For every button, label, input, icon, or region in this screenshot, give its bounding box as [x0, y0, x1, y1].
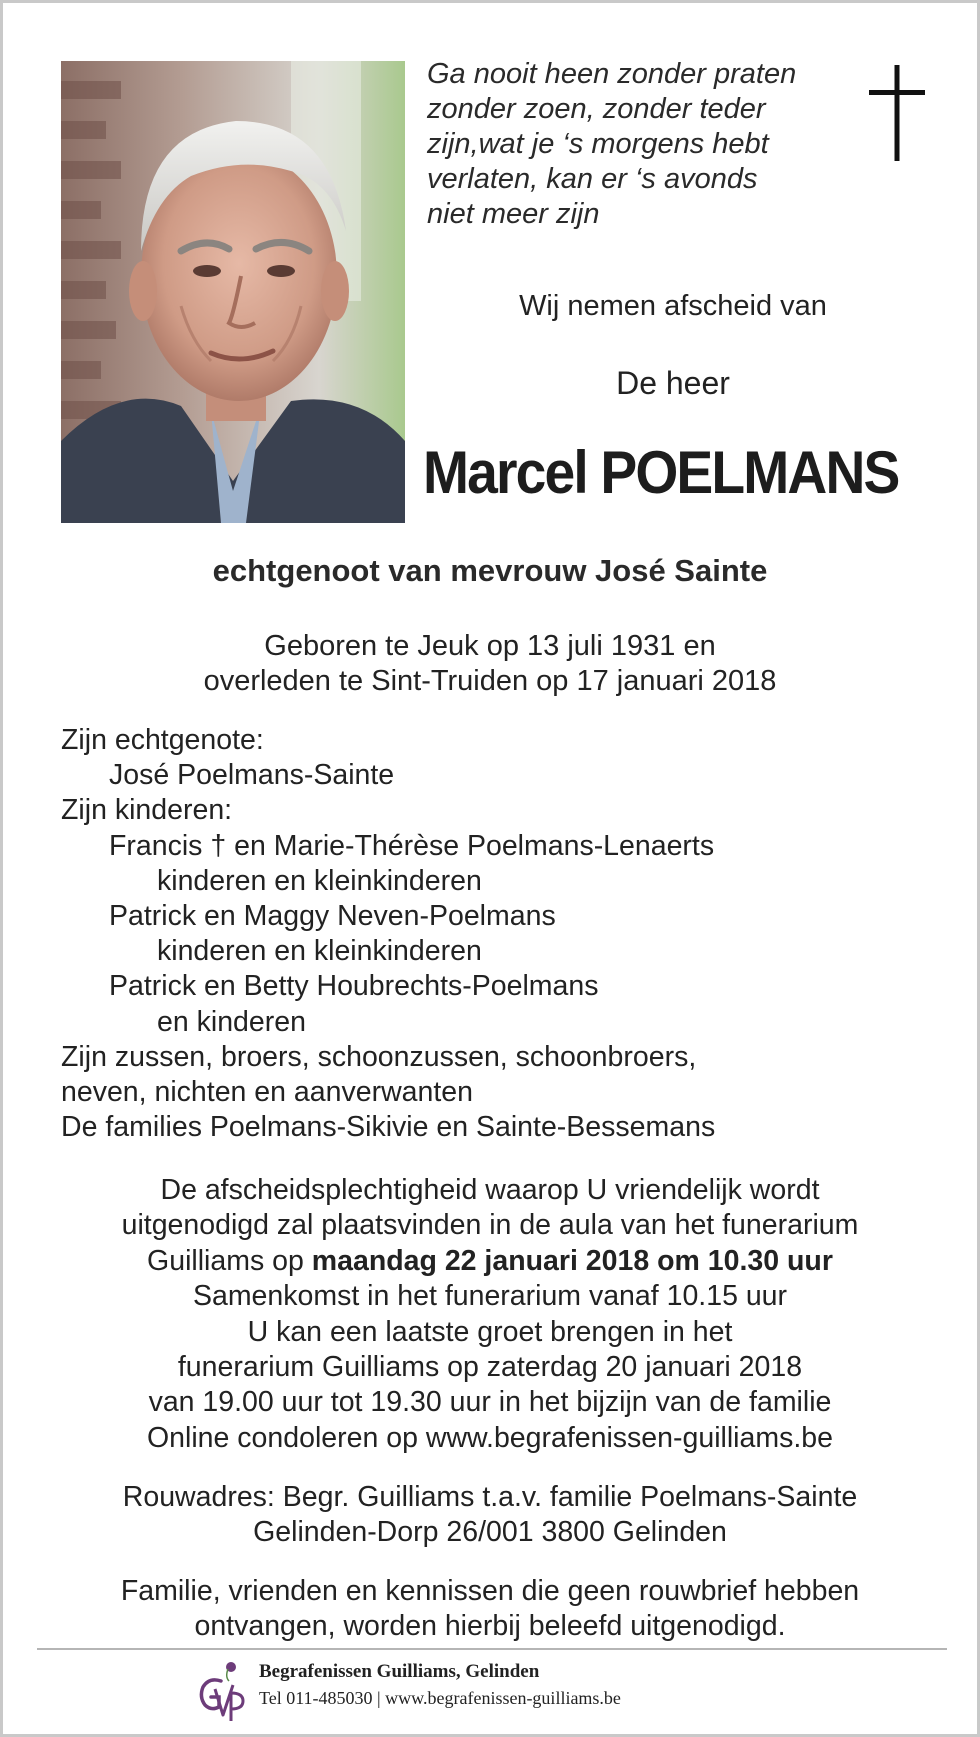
family-line: Patrick en Maggy Neven-Poelmans [109, 900, 556, 933]
family-list [61, 723, 715, 1145]
online-condolence-line: Online condoleren op www.begrafenissen-guilliams.be [147, 1421, 833, 1454]
address-line: Gelinden-Dorp 26/001 3800 Gelinden [253, 1516, 727, 1548]
ceremony-line: U kan een laatste groet brengen in het [247, 1315, 733, 1348]
funeral-home-details [259, 1659, 621, 1711]
footer-divider [37, 1648, 947, 1650]
closing-line: ontvangen, worden hierbij beleefd uitgenodigd. [194, 1610, 786, 1642]
portrait-photo [61, 61, 405, 523]
family-line: kinderen en kleinkinderen [157, 935, 482, 968]
family-line: Patrick en Betty Houbrechts-Poelmans [109, 970, 599, 1003]
family-line: De families Poelmans-Sikivie en Sainte-Bessemans [61, 1111, 716, 1144]
poem-line: niet meer zijn [427, 198, 600, 230]
family-line: Francis † en Marie-Thérèse Poelmans-Lenaerts [109, 829, 715, 862]
poem-line: zonder zoen, zonder teder [427, 93, 766, 125]
ceremony-line: funerarium Guilliams op zaterdag 20 januari 2018 [177, 1351, 803, 1384]
closing-line: Familie, vrienden en kennissen die geen rouwbrief hebben [120, 1575, 860, 1607]
spouse-line: echtgenoot van mevrouw José Sainte [212, 553, 768, 588]
ceremony-line-prefix: Guilliams op [147, 1244, 312, 1277]
family-line: kinderen en kleinkinderen [157, 864, 482, 897]
ceremony-line [3, 1244, 977, 1279]
birth-line: Geboren te Jeuk op 13 juli 1931 en [264, 630, 716, 662]
closing-note [3, 1574, 977, 1644]
honorific-title: De heer [616, 365, 730, 401]
ceremony-info [3, 1173, 977, 1456]
deceased-name: Marcel POELMANS [423, 439, 899, 506]
address-line: Rouwadres: Begr. Guilliams t.a.v. familie Poelmans-Sainte [122, 1481, 858, 1513]
family-line: José Poelmans-Sainte [109, 759, 395, 792]
ceremony-datetime: maandag 22 januari 2018 om 10.30 uur [311, 1244, 833, 1277]
family-line: en kinderen [157, 1005, 306, 1038]
ceremony-line: van 19.00 uur tot 19.30 uur in het bijzijn van de familie [148, 1386, 832, 1419]
latin-cross-icon [869, 65, 925, 161]
poem-line: zijn,wat je ‘s morgens hebt [427, 128, 769, 160]
ceremony-line: Samenkomst in het funerarium vanaf 10.15 uur [192, 1280, 788, 1313]
guilliams-monogram-logo-icon [195, 1659, 245, 1723]
ceremony-line: De afscheidsplechtigheid waarop U vriendelijk wordt [160, 1174, 820, 1206]
funeral-home-name: Begrafenissen Guilliams, Gelinden [259, 1661, 540, 1682]
death-line: overleden te Sint-Truiden op 17 januari 2018 [203, 665, 777, 697]
family-line: neven, nichten en aanverwanten [61, 1076, 473, 1109]
birth-death-dates [3, 629, 977, 699]
ceremony-line: uitgenodigd zal plaatsvinden in de aula van het funerarium [121, 1209, 859, 1242]
mourning-address [3, 1480, 977, 1550]
memorial-poem [427, 57, 827, 232]
poem-line: verlaten, kan er ‘s avonds [427, 163, 758, 195]
farewell-intro: Wij nemen afscheid van [519, 290, 827, 322]
poem-line: Ga nooit heen zonder praten [427, 58, 797, 90]
family-line: Zijn zussen, broers, schoonzussen, schoonbroers, [61, 1040, 697, 1073]
funeral-home-contact: Tel 011-485030 | www.begrafenissen-guilliams.be [259, 1688, 621, 1708]
family-line: Zijn echtgenote: [61, 724, 264, 756]
family-line: Zijn kinderen: [61, 794, 233, 827]
